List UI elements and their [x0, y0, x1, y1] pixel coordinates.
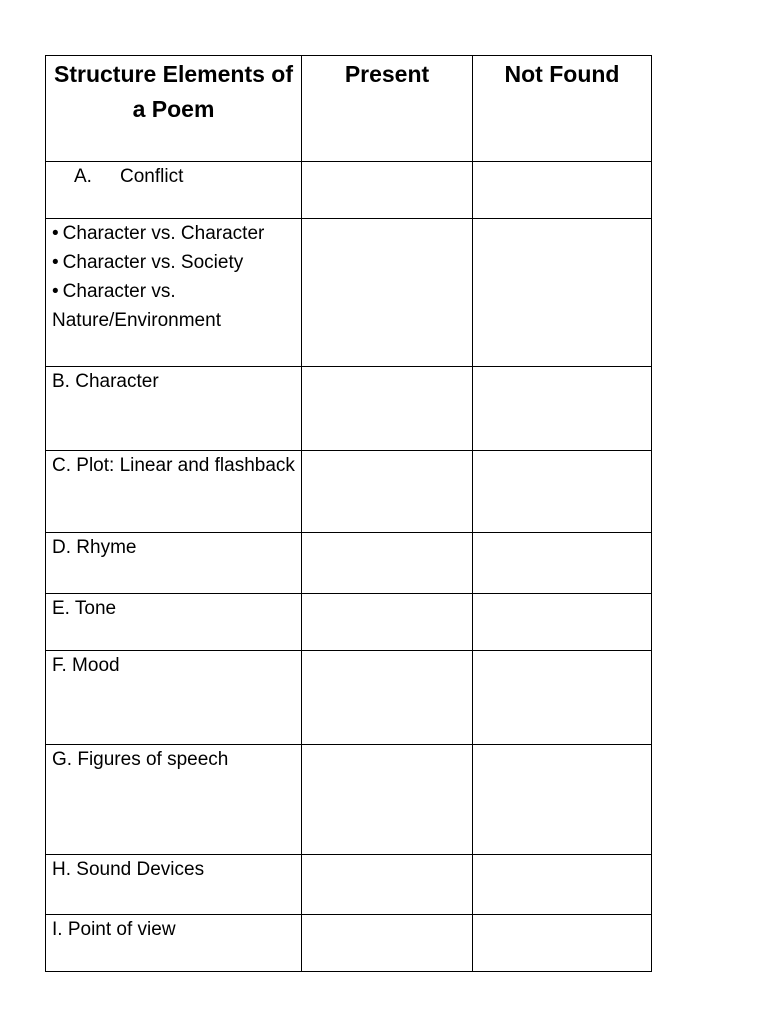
table-row — [46, 162, 652, 219]
table-row — [46, 533, 652, 594]
table-row — [46, 745, 652, 855]
table-row — [46, 594, 652, 651]
table-row — [46, 367, 652, 451]
bullet-item: • Character vs. Society — [52, 252, 244, 273]
poem-structure-checklist-table — [45, 55, 652, 972]
row-label-figures-of-speech: G. Figures of speech — [46, 745, 302, 855]
present-cell[interactable] — [302, 745, 473, 855]
row-label-mood: F. Mood — [46, 651, 302, 745]
row-label-text: Conflict — [120, 166, 184, 187]
row-label-conflict — [46, 162, 302, 219]
bullet-item: • Character vs. Character — [52, 223, 265, 244]
header-row — [46, 56, 652, 162]
table-row — [46, 219, 652, 367]
bullet-item: • Character vs. Nature/Environment — [52, 281, 221, 331]
row-label-rhyme: D. Rhyme — [46, 533, 302, 594]
present-cell[interactable] — [302, 219, 473, 367]
row-label-point-of-view: I. Point of view — [46, 915, 302, 972]
not-found-cell[interactable] — [473, 162, 652, 219]
not-found-cell[interactable] — [473, 915, 652, 972]
not-found-cell[interactable] — [473, 451, 652, 533]
row-label-character: B. Character — [46, 367, 302, 451]
header-not-found: Not Found — [473, 56, 652, 162]
row-label-conflict-types — [46, 219, 302, 367]
present-cell[interactable] — [302, 367, 473, 451]
header-present: Present — [302, 56, 473, 162]
present-cell[interactable] — [302, 594, 473, 651]
row-label-tone: E. Tone — [46, 594, 302, 651]
header-structure-elements: Structure Elements of a Poem — [46, 56, 302, 162]
not-found-cell[interactable] — [473, 855, 652, 915]
present-cell[interactable] — [302, 915, 473, 972]
row-marker: A. — [74, 166, 92, 187]
table-row — [46, 451, 652, 533]
row-label-plot: C. Plot: Linear and flashback — [46, 451, 302, 533]
not-found-cell[interactable] — [473, 219, 652, 367]
present-cell[interactable] — [302, 533, 473, 594]
not-found-cell[interactable] — [473, 367, 652, 451]
table-row — [46, 915, 652, 972]
not-found-cell[interactable] — [473, 594, 652, 651]
present-cell[interactable] — [302, 451, 473, 533]
not-found-cell[interactable] — [473, 651, 652, 745]
present-cell[interactable] — [302, 855, 473, 915]
present-cell[interactable] — [302, 162, 473, 219]
not-found-cell[interactable] — [473, 533, 652, 594]
not-found-cell[interactable] — [473, 745, 652, 855]
present-cell[interactable] — [302, 651, 473, 745]
row-label-sound-devices: H. Sound Devices — [46, 855, 302, 915]
table-row — [46, 651, 652, 745]
table-row — [46, 855, 652, 915]
